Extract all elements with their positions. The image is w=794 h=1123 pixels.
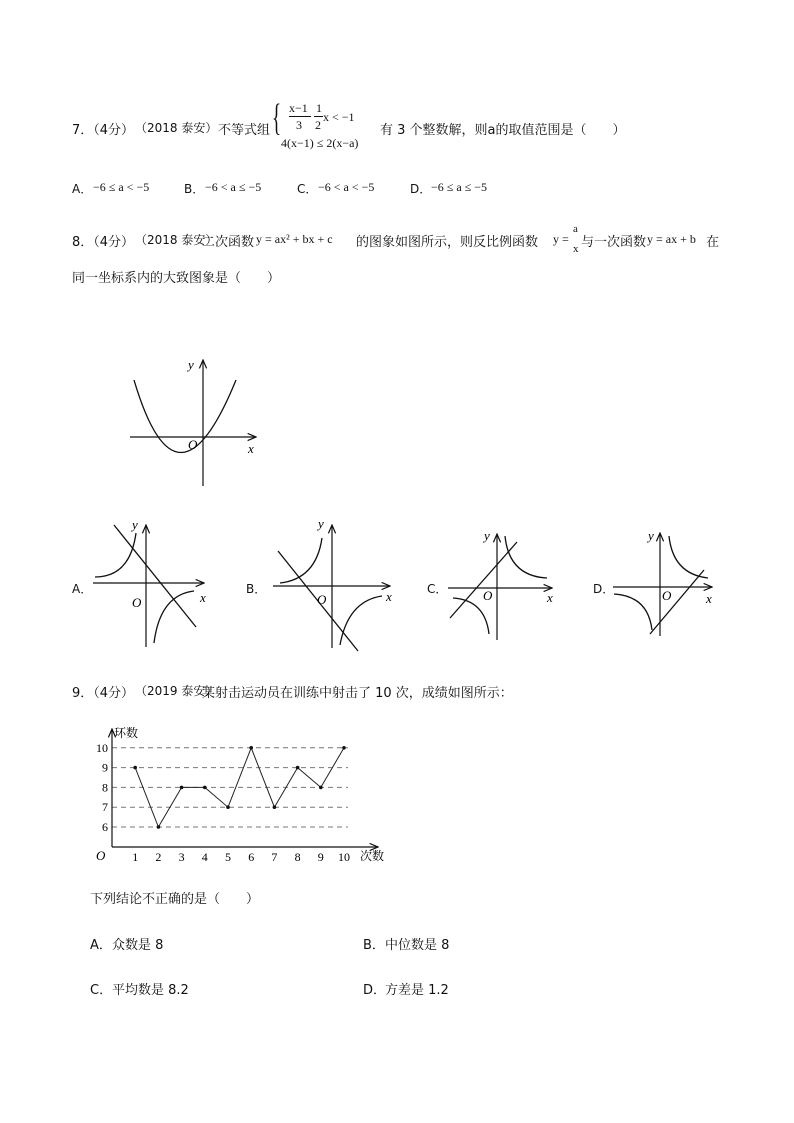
q9-option-c-text: 平均数是 8.2 [112, 983, 189, 998]
parabola-curve [134, 380, 236, 453]
hyperbola-branch-lower [340, 596, 382, 645]
q7-frac2-bar [314, 116, 323, 117]
y-axis-label: y [132, 517, 138, 532]
x-tick-label: 10 [338, 850, 350, 864]
q7-frac2-num: 1 [316, 101, 322, 115]
q9-score-chart [86, 725, 396, 865]
q7-frac2-den: 2 [315, 118, 321, 132]
q9-option-c-label: C． [90, 983, 113, 998]
y-axis-label: y [484, 528, 490, 543]
q9-option-d-label: D． [363, 983, 387, 998]
q8-func-inv-num: a [573, 223, 578, 235]
y-axis-label: y [188, 357, 194, 372]
q7-option-c-expr: −6 < a < −5 [318, 180, 375, 194]
q8-line2: 同一坐标系内的大致图象是（ ） [72, 271, 281, 286]
q8-option-b-label: B． [246, 582, 267, 596]
q8-stem-3: 与一次函数 [581, 235, 647, 250]
q7-frac1-bar [289, 116, 311, 117]
chart-x-ticks [132, 850, 350, 864]
x-tick-label: 4 [201, 850, 208, 864]
q8-stem-4: 在 [706, 235, 720, 250]
q7-frac1-num: x−1 [289, 101, 308, 115]
q9-option-a-label: A． [90, 938, 112, 953]
linear-line [650, 570, 704, 634]
q8-number: 8．（4分） [72, 235, 135, 250]
x-tick-label: 1 [132, 850, 139, 864]
y-axis-label: y [318, 516, 324, 531]
hyperbola-branch-upper [505, 536, 547, 578]
q8-stem-2: 的图象如图所示，则反比例函数 [356, 235, 539, 250]
q7-option-d-expr: −6 ≤ a ≤ −5 [431, 180, 488, 194]
chart-y-ticks [96, 741, 108, 834]
q7-ineq1-rest: x < −1 [323, 110, 355, 124]
q8-option-a-label: A． [72, 582, 93, 596]
q7-option-a-label: A． [72, 182, 93, 196]
data-point-8 [296, 766, 300, 770]
origin-label: O [132, 595, 142, 610]
q8-option-d-graph [610, 528, 720, 643]
x-tick-label: 8 [294, 850, 301, 864]
x-axis-label: x [706, 591, 712, 606]
x-axis-label: x [547, 590, 553, 605]
x-axis-label: x [248, 441, 254, 456]
data-point-2 [157, 825, 161, 829]
q9-stem: 某射击运动员在训练中射击了 10 次，成绩如图所示： [202, 686, 513, 701]
y-tick-label: 8 [102, 780, 108, 795]
y-axis-label: y [648, 528, 654, 543]
q7-tail: 有 3 个整数解，则a的取值范围是（ ） [380, 123, 626, 138]
data-point-4 [203, 786, 207, 790]
origin-label: O [483, 588, 493, 603]
q8-option-c-label: C． [427, 582, 448, 596]
y-tick-label: 9 [102, 760, 108, 775]
chart-origin-label: O [96, 848, 106, 863]
data-point-5 [226, 805, 230, 809]
q7-ineq2: 4(x−1) ≤ 2(x−a) [281, 136, 359, 150]
q8-source: （2018 泰安） [135, 233, 218, 247]
q8-option-c-graph [445, 528, 560, 643]
data-point-10 [342, 746, 346, 750]
q8-option-d-label: D． [593, 582, 615, 596]
q7-stem: 不等式组 [218, 123, 271, 138]
x-axis-label: x [386, 589, 392, 604]
q9-option-d-text: 方差是 1.2 [385, 983, 449, 998]
chart-y-axis-title: 环数 [114, 726, 139, 740]
q8-func-lin: y = ax + b [647, 232, 696, 246]
q8-option-a-graph [90, 515, 215, 650]
x-tick-label: 3 [178, 850, 185, 864]
q9-option-a-text: 众数是 8 [112, 938, 164, 953]
data-point-6 [249, 746, 253, 750]
q7-option-b-expr: −6 < a ≤ −5 [205, 180, 262, 194]
q9-number: 9．（4分） [72, 686, 135, 701]
y-tick-label: 7 [102, 800, 108, 815]
data-point-9 [319, 786, 323, 790]
x-axis-label: x [200, 590, 206, 605]
q9-option-b-text: 中位数是 8 [385, 938, 450, 953]
hyperbola-branch-lower [614, 594, 652, 630]
q8-stem-1: 二次函数 [202, 235, 255, 250]
q9-question: 下列结论不正确的是（ ） [90, 892, 260, 907]
q9-source: （2019 泰安） [135, 684, 218, 698]
chart-x-axis-title: 次数 [360, 849, 385, 863]
q7-option-a-expr: −6 ≤ a < −5 [93, 180, 150, 194]
q8-func-inv-lhs: y = [553, 232, 569, 246]
data-point-7 [273, 805, 277, 809]
y-tick-label: 6 [102, 820, 108, 834]
y-tick-label: 10 [96, 740, 108, 755]
origin-label: O [662, 588, 672, 603]
q8-option-b-graph [270, 513, 400, 653]
q7-option-d-label: D． [410, 182, 432, 196]
q7-source: （2018 泰安） [135, 121, 218, 135]
q7-brace: { [272, 97, 282, 139]
q8-func-quad: y = ax² + bx + c [256, 232, 333, 246]
origin-label: O [188, 437, 198, 452]
data-point-1 [133, 766, 137, 770]
q7-option-c-label: C． [297, 182, 318, 196]
hyperbola-branch-lower [453, 598, 489, 634]
q7-number: 7．（4分） [72, 123, 135, 138]
linear-line [114, 525, 196, 627]
q8-func-inv-den: x [573, 243, 579, 255]
x-tick-label: 2 [155, 850, 162, 864]
q9-option-b-label: B． [363, 938, 385, 953]
linear-line [450, 542, 517, 618]
data-point-3 [180, 786, 184, 790]
hyperbola-branch-upper [95, 533, 136, 577]
x-tick-label: 7 [271, 850, 278, 864]
q7-frac1-den: 3 [296, 118, 302, 132]
x-tick-label: 9 [317, 850, 324, 864]
x-tick-label: 6 [248, 850, 255, 864]
x-tick-label: 5 [225, 850, 231, 864]
origin-label: O [317, 592, 327, 607]
chart-grid [112, 748, 348, 827]
q7-option-b-label: B． [184, 182, 205, 196]
q8-parabola-figure [120, 350, 265, 490]
